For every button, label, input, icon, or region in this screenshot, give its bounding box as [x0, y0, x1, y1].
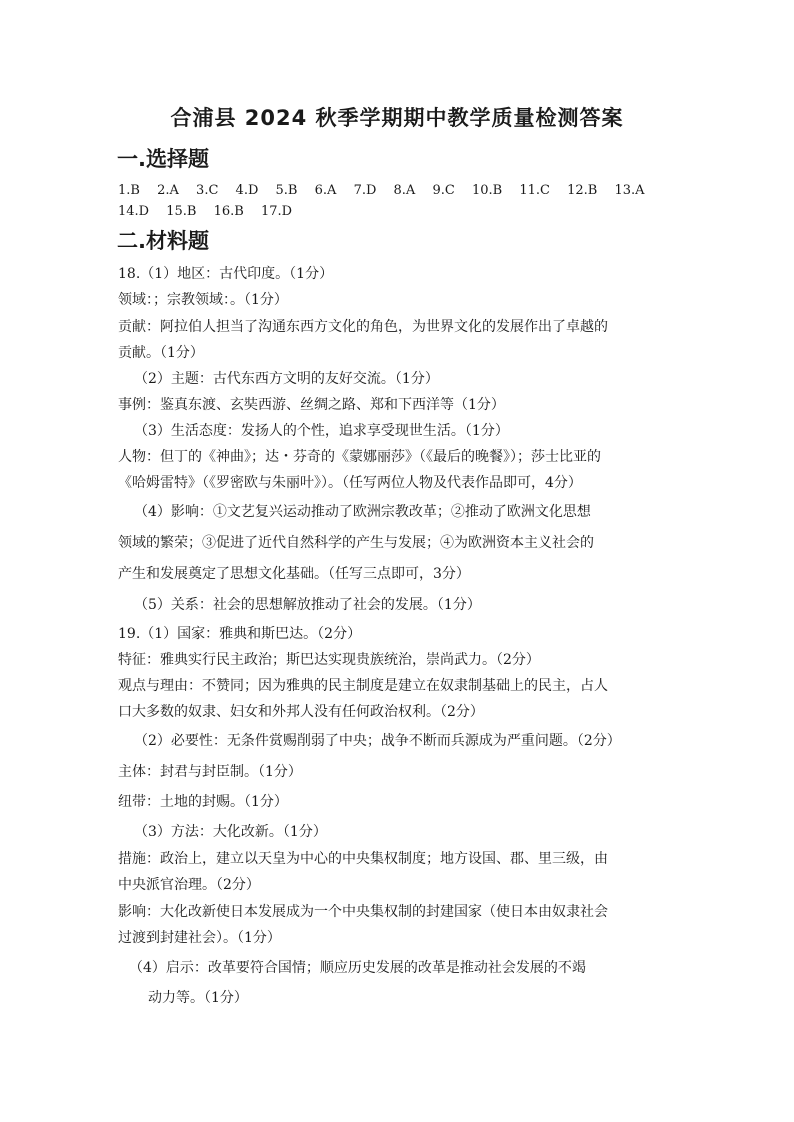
answer-line: 《哈姆雷特》（《罗密欧与朱丽叶》）。（任写两位人物及代表作品即可，4分） [118, 475, 582, 491]
answer-line: 纽带：土地的封赐。（1分） [118, 794, 288, 810]
answer-line: 中央派官治理。（2分） [118, 877, 260, 893]
answer-line: 贡献：阿拉伯人担当了沟通东西方文化的角色，为世界文化的发展作出了卓越的 [118, 319, 608, 335]
section-heading-multiple-choice: 一.选择题 [117, 147, 209, 171]
answer-line: 贡献。（1分） [118, 345, 204, 361]
answer-line: 动力等。（1分） [148, 990, 248, 1006]
answer-line: 人物：但丁的《神曲》；达・芬奇的《蒙娜丽莎》（《最后的晚餐》）；莎士比亚的 [118, 449, 601, 465]
answer-line: 18.（1）地区：古代印度。（1分） [118, 266, 334, 282]
answer-item: 15.B [166, 204, 197, 219]
page-title: 合浦县 2024 秋季学期期中教学质量检测答案 [170, 106, 624, 130]
answer-line: （3）生活态度：发扬人的个性，追求享受现世生活。（1分） [134, 423, 509, 439]
answer-item: 1.B [118, 183, 140, 198]
answer-item: 11.C [519, 183, 550, 198]
answer-line: （3）方法：大化改新。（1分） [134, 824, 327, 840]
answer-item: 12.B [567, 183, 598, 198]
answer-item: 16.B [213, 204, 244, 219]
section-heading-material: 二.材料题 [117, 229, 209, 253]
answer-line: 措施：政治上，建立以天皇为中心的中央集权制度；地方设国、郡、里三级，由 [118, 851, 608, 867]
answer-line: 口大多数的奴隶、妇女和外邦人没有任何政治权利。（2分） [118, 704, 484, 720]
answer-item: 8.A [393, 183, 416, 198]
answer-line: 特征：雅典实行民主政治；斯巴达实现贵族统治，崇尚武力。（2分） [118, 652, 540, 668]
answer-item: 4.D [235, 183, 259, 198]
answer-item: 17.D [261, 204, 293, 219]
answers-row-2 [118, 203, 305, 221]
answer-item: 3.C [196, 183, 219, 198]
answer-line: （2）必要性：无条件赏赐削弱了中央；战争不断而兵源成为严重问题。（2分） [134, 733, 621, 749]
answer-line: （2）主题：古代东西方文明的友好交流。（1分） [134, 371, 439, 387]
answer-item: 13.A [614, 183, 645, 198]
answer-line: （4）影响：①文艺复兴运动推动了欧洲宗教改革；②推动了欧洲文化思想 [134, 504, 591, 520]
answer-line: 19.（1）国家：雅典和斯巴达。（2分） [118, 626, 362, 642]
answer-line: （4）启示：改革要符合国情；顺应历史发展的改革是推动社会发展的不竭 [129, 960, 586, 976]
answer-line: 过渡到封建社会）。（1分） [118, 930, 281, 946]
answer-item: 6.A [314, 183, 337, 198]
answer-line: 观点与理由：不赞同；因为雅典的民主制度是建立在奴隶制基础上的民主，占人 [118, 678, 608, 694]
answer-line: 产生和发展奠定了思想文化基础。（任写三点即可，3分） [118, 566, 470, 582]
answer-line: 领域：；宗教领域：。（1分） [118, 292, 288, 308]
answer-line: （5）关系：社会的思想解放推动了社会的发展。（1分） [134, 597, 481, 613]
answers-row-1 [118, 182, 658, 200]
answer-item: 9.C [432, 183, 455, 198]
answer-item: 10.B [471, 183, 503, 198]
answer-line: 影响：大化改新使日本发展成为一个中央集权制的封建国家（使日本由奴隶社会 [118, 904, 608, 920]
answer-line: 主体：封君与封臣制。（1分） [118, 764, 302, 780]
answer-item: 2.A [157, 183, 179, 198]
answer-item: 14.D [118, 204, 150, 219]
answer-item: 5.B [275, 183, 298, 198]
answer-item: 7.D [353, 183, 377, 198]
answer-line: 事例：鉴真东渡、玄奘西游、丝绸之路、郑和下西洋等（1分） [118, 397, 505, 413]
answer-line: 领域的繁荣；③促进了近代自然科学的产生与发展；④为欧洲资本主义社会的 [118, 535, 594, 551]
